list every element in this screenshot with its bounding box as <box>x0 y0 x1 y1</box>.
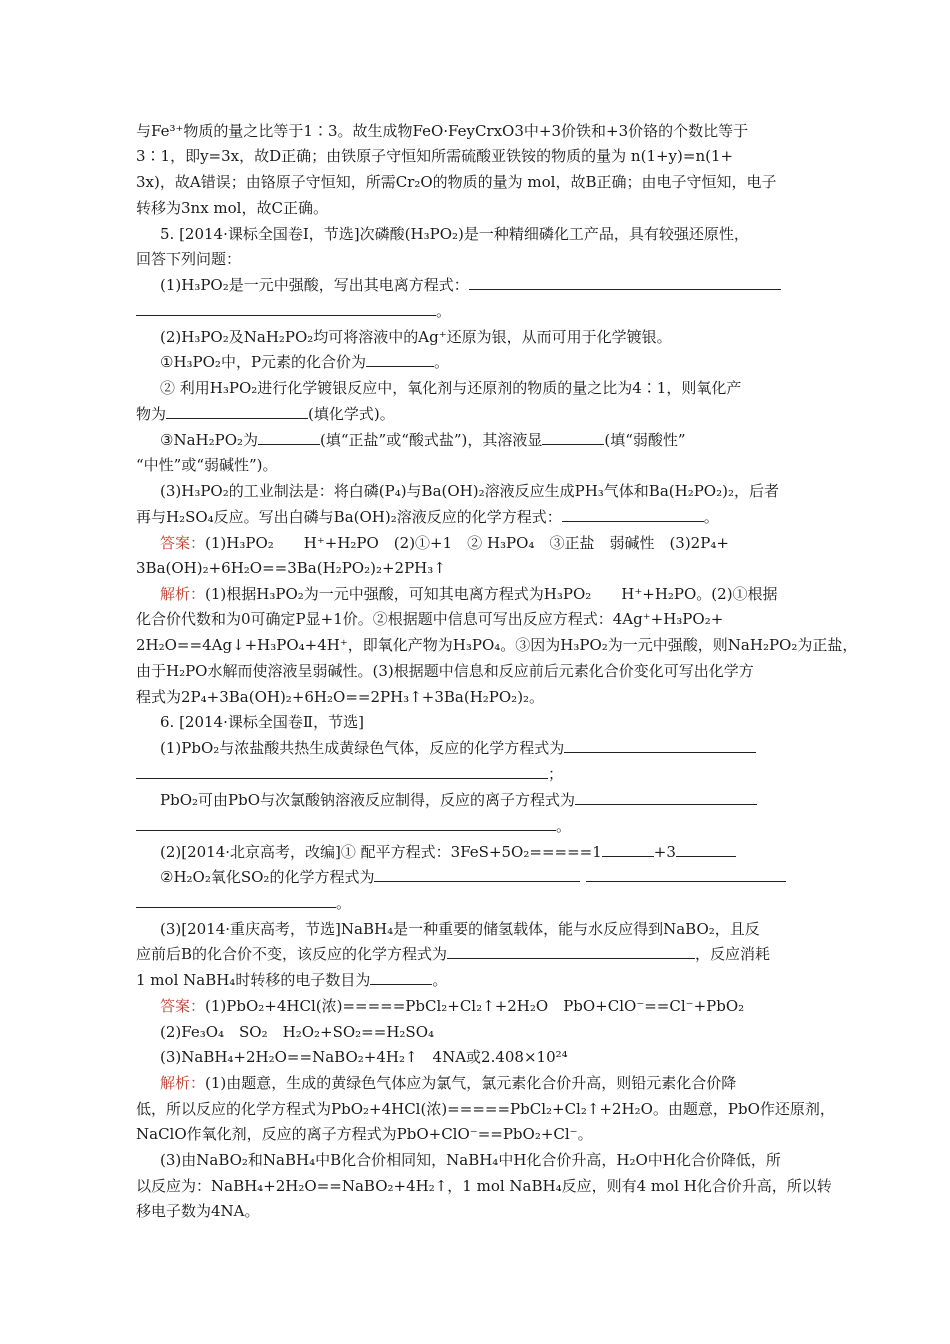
answer-text: (1)H₃PO₂ H⁺+H₂PO (2)①+1 ② H₃PO₄ ③正盐 弱碱性 (3)2P₄+ <box>205 534 729 552</box>
question-text: ①H₃PO₂中，P元素的化合价为 <box>160 353 367 371</box>
answer-blank[interactable] <box>562 506 704 522</box>
answer-blank[interactable] <box>258 429 320 445</box>
text-line: ② 利用H₃PO₂进行化学镀银反应中，氧化剂与还原剂的物质的量之比为4∶1，则氧化产 <box>160 379 742 397</box>
question-line <box>160 429 686 451</box>
punctuation: 。 <box>432 971 448 989</box>
question-line <box>136 300 451 322</box>
text-line: 3∶1，即y=3x，故D正确；由铁原子守恒知所需硫酸亚铁铵的物质的量为 n(1+y)=n(1+ <box>136 147 734 165</box>
text-line: (3)H₃PO₂的工业制法是：将白磷(P₄)与Ba(OH)₂溶液反应生成PH₃气体和Ba(H₂PO₂)₂，后者 <box>160 482 779 500</box>
question-line <box>160 351 449 373</box>
text-line: (2)Fe₃O₄ SO₂ H₂O₂+SO₂==H₂SO₄ <box>160 1023 434 1041</box>
text-line: (2)H₃PO₂及NaH₂PO₂均可将溶液中的Ag⁺还原为银，从而可用于化学镀银。 <box>160 328 672 346</box>
answer-blank[interactable] <box>586 866 786 882</box>
text-line: 移电子数为4NA。 <box>136 1202 260 1220</box>
question-text: 应前后B的化合价不变，该反应的化学方程式为 <box>136 945 448 963</box>
text-line: (3)NaBH₄+2H₂O==NaBO₂+4H₂↑ 4NA或2.408×10²⁴ <box>160 1048 568 1066</box>
punctuation: 。 <box>434 353 450 371</box>
question-line <box>136 506 719 528</box>
punctuation: 。 <box>336 894 352 912</box>
question-line <box>160 737 756 759</box>
answer-label: 答案： <box>160 534 206 552</box>
question-line <box>136 943 770 965</box>
answer-blank[interactable] <box>676 841 736 857</box>
answer-label: 答案： <box>160 997 206 1015</box>
punctuation: 。 <box>436 302 452 320</box>
question-text: (1)PbO₂与浓盐酸共热生成黄绿色气体，反应的化学方程式为 <box>160 739 565 757</box>
question-line <box>136 815 571 837</box>
question-line <box>136 892 351 914</box>
analysis-text: (1)根据H₃PO₂为一元中强酸，可知其电离方程式为H₃PO₂ H⁺+H₂PO。(2)①根据 <box>205 585 778 603</box>
answer-blank[interactable] <box>370 969 432 985</box>
text-line: “中性”或“弱碱性”)。 <box>136 456 278 474</box>
answer-blank[interactable] <box>469 274 781 290</box>
question-text: +3 <box>653 843 676 861</box>
answer-blank[interactable] <box>166 403 308 419</box>
question-line <box>160 789 757 811</box>
answer-blank[interactable] <box>136 892 336 908</box>
answer-text: (1)PbO₂+4HCl(浓)=====PbCl₂+Cl₂↑+2H₂O PbO+ClO⁻==Cl⁻+PbO₂ <box>205 997 745 1015</box>
question-text: 再与H₂SO₄反应。写出白磷与Ba(OH)₂溶液反应的化学方程式： <box>136 508 562 526</box>
answer-blank[interactable] <box>374 866 580 882</box>
question-line <box>136 969 447 991</box>
question-6-heading: 6. [2014·课标全国卷Ⅱ，节选] <box>160 713 364 731</box>
answer-blank[interactable] <box>564 737 756 753</box>
question-text: ，反应消耗 <box>695 945 771 963</box>
analysis-label: 解析： <box>160 1074 206 1092</box>
text-line: 2H₂O==4Ag↓+H₃PO₄+4H⁺，即氧化产物为H₃PO₄。③因为H₃PO₂为一元中强酸，则NaH₂PO₂为正盐， <box>136 636 858 654</box>
text-line: 化合价代数和为0可确定P显+1价。②根据题中信息可写出反应方程式：4Ag⁺+H₃PO₂+ <box>136 610 724 628</box>
question-text: 物为 <box>136 405 167 423</box>
text-line: 3Ba(OH)₂+6H₂O==3Ba(H₂PO₂)₂+2PH₃↑ <box>136 559 446 577</box>
answer-blank[interactable] <box>366 351 434 367</box>
analysis-line <box>160 1072 736 1094</box>
question-5-heading: 5. [2014·课标全国卷Ⅰ，节选]次磷酸(H₃PO₂)是一种精细磷化工产品，具有较强还原性， <box>160 225 749 243</box>
text-line: 低，所以反应的化学方程式为PbO₂+4HCl(浓)=====PbCl₂+Cl₂↑+2H₂O。由题意，PbO作还原剂， <box>136 1100 835 1118</box>
answer-blank[interactable] <box>447 943 695 959</box>
analysis-text: (1)由题意，生成的黄绿色气体应为氯气，氯元素化合价升高，则铅元素化合价降 <box>205 1074 737 1092</box>
text-line: (3)由NaBO₂和NaBH₄中B化合价相同知，NaBH₄中H化合价升高，H₂O中H化合价降低，所 <box>160 1151 781 1169</box>
question-line <box>160 841 736 863</box>
question-text: 1 mol NaBH₄时转移的电子数目为 <box>136 971 371 989</box>
text-line: NaClO作氧化剂，反应的离子方程式为PbO+ClO⁻==PbO₂+Cl⁻。 <box>136 1125 593 1143</box>
text-line: (3)[2014·重庆高考，节选]NaBH₄是一种重要的储氢载体，能与水反应得到NaBO₂，且反 <box>160 920 760 938</box>
text-line: 由于H₂PO水解而使溶液呈弱碱性。(3)根据题中信息和反应前后元素化合价变化可写出化学方 <box>136 662 754 680</box>
punctuation: 。 <box>556 817 572 835</box>
question-line <box>136 403 395 425</box>
analysis-label: 解析： <box>160 585 206 603</box>
answer-blank[interactable] <box>575 789 757 805</box>
question-text: (填“正盐”或“酸式盐”)，其溶液显 <box>320 431 543 449</box>
text-line: 与Fe³⁺物质的量之比等于1∶3。故生成物FeO·FeyCrxO3中+3价铁和+3价铬的个数比等于 <box>136 122 749 140</box>
text-line: 程式为2P₄+3Ba(OH)₂+6H₂O==2PH₃↑+3Ba(H₂PO₂)₂。 <box>136 688 545 706</box>
punctuation: 。 <box>703 508 719 526</box>
question-text: PbO₂可由PbO与次氯酸钠溶液反应制得，反应的离子方程式为 <box>160 791 576 809</box>
answer-blank[interactable] <box>602 841 654 857</box>
text-line: 以反应为：NaBH₄+2H₂O==NaBO₂+4H₂↑，1 mol NaBH₄反应，则有4 mol H化合价升高，所以转 <box>136 1177 832 1195</box>
text-line: 3x)，故A错误；由铬原子守恒知，所需Cr₂O的物质的量为 mol，故B正确；由电子守恒知，电子 <box>136 173 777 191</box>
analysis-line <box>160 583 778 605</box>
question-text: ③NaH₂PO₂为 <box>160 431 259 449</box>
question-text: (填“弱酸性” <box>604 431 686 449</box>
question-text: (填化学式)。 <box>308 405 395 423</box>
question-line <box>160 866 786 888</box>
punctuation: ； <box>548 765 564 783</box>
text-line: 回答下列问题： <box>136 250 242 268</box>
question-line <box>136 763 563 785</box>
text-line: 转移为3nx mol，故C正确。 <box>136 199 328 217</box>
question-text: (2)[2014·北京高考，改编]① 配平方程式：3FeS+5O₂=====1 <box>160 843 602 861</box>
answer-line <box>160 995 744 1017</box>
answer-blank[interactable] <box>136 300 436 316</box>
answer-line <box>160 532 729 554</box>
answer-blank[interactable] <box>136 815 556 831</box>
answer-blank[interactable] <box>542 429 604 445</box>
question-line <box>160 274 781 296</box>
answer-blank[interactable] <box>136 763 548 779</box>
question-text: ②H₂O₂氧化SO₂的化学方程式为 <box>160 868 375 886</box>
question-text: (1)H₃PO₂是一元中强酸，写出其电离方程式： <box>160 276 469 294</box>
